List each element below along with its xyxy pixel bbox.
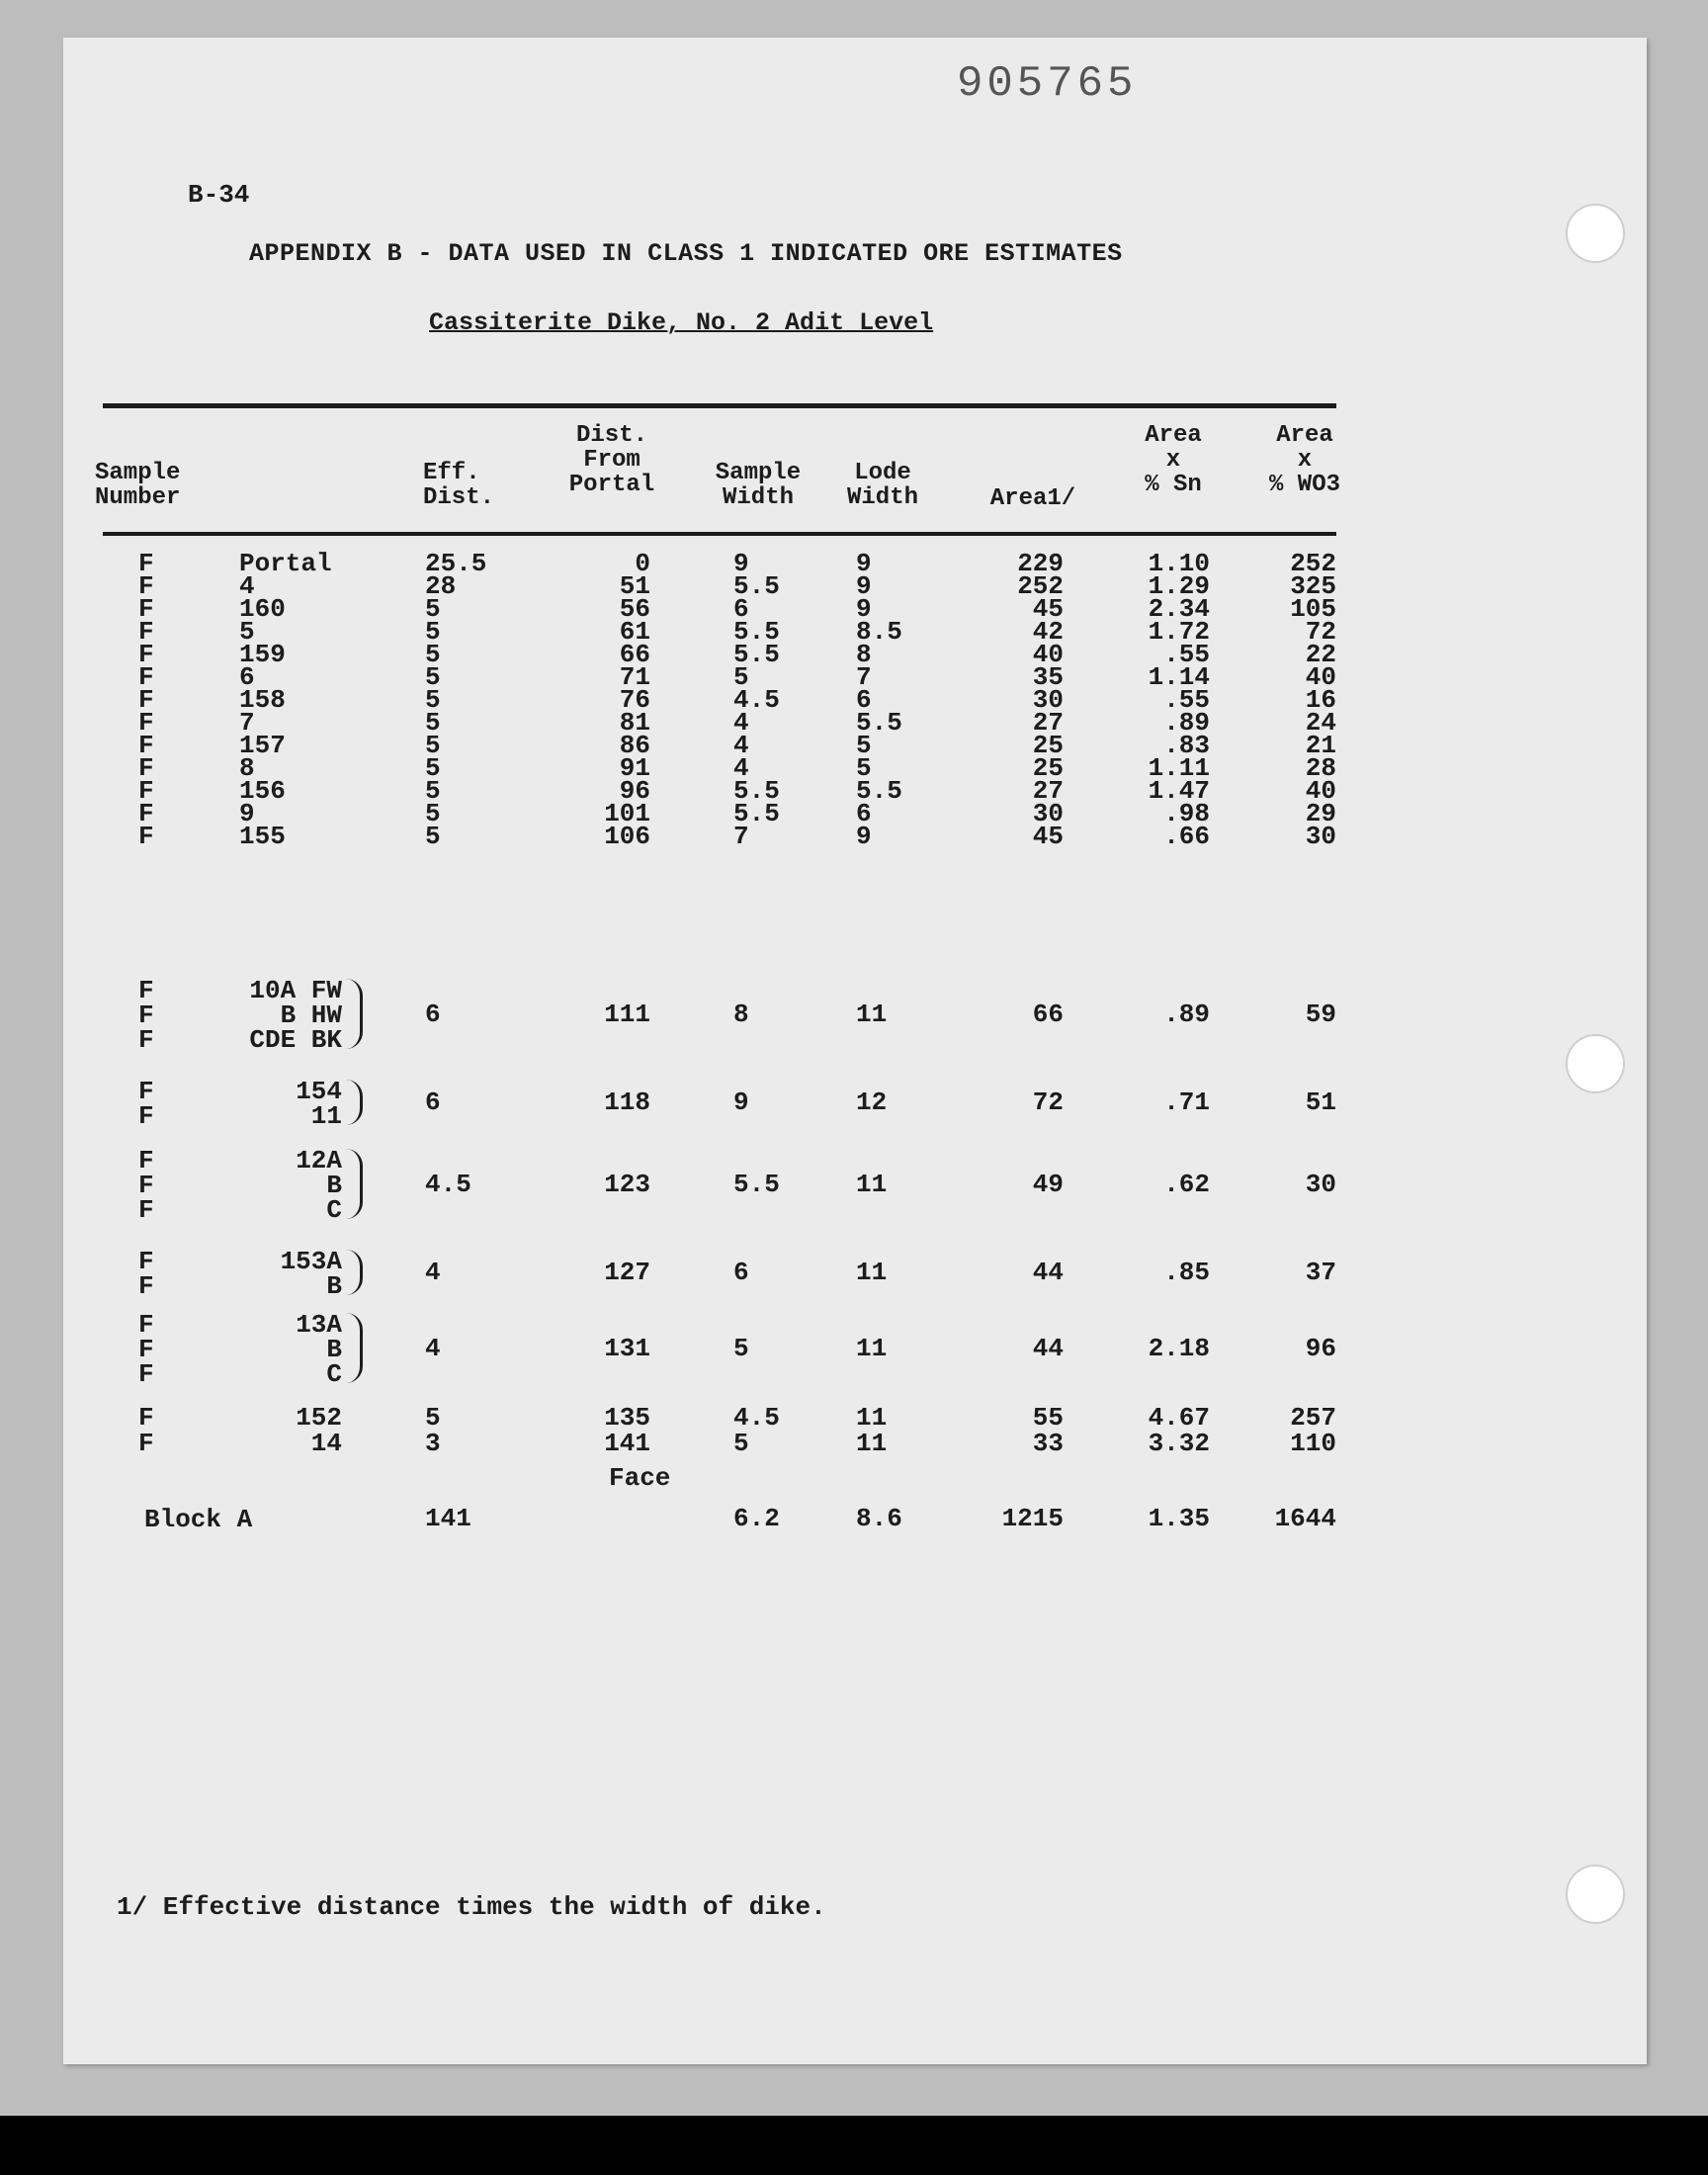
row-area-x-sn: 4.67 bbox=[1148, 1403, 1210, 1433]
group-area-x-sn: .71 bbox=[1163, 1088, 1210, 1117]
col-header-sample-width: Sample Width bbox=[715, 460, 802, 511]
row-area: 33 bbox=[1032, 1429, 1064, 1458]
row-area-x-sn: .83 bbox=[1163, 731, 1210, 760]
group-dist-from-portal: 131 bbox=[604, 1333, 650, 1363]
row-eff-dist: 5 bbox=[425, 753, 441, 783]
group-area-x-wo3: 96 bbox=[1305, 1333, 1336, 1363]
group-eff-dist: 4 bbox=[425, 1258, 441, 1287]
row-eff-dist: 5 bbox=[425, 822, 441, 851]
group-sample-type: F bbox=[138, 1077, 154, 1106]
group-sample-width: 6 bbox=[733, 1258, 749, 1287]
row-area-x-wo3: 105 bbox=[1290, 594, 1336, 624]
group-sample-width: 5 bbox=[733, 1333, 749, 1363]
group-sample-location: B HW bbox=[280, 1000, 342, 1030]
row-area-x-wo3: 28 bbox=[1305, 753, 1336, 783]
row-area: 252 bbox=[1017, 571, 1064, 601]
col-header-sample-number: Sample Number bbox=[95, 460, 181, 511]
group-sample-location: 10A FW bbox=[249, 976, 342, 1005]
row-area-x-sn: .66 bbox=[1163, 822, 1210, 851]
row-eff-dist: 5 bbox=[425, 640, 441, 669]
group-area-x-wo3: 51 bbox=[1305, 1088, 1336, 1117]
row-dist-from-portal: 86 bbox=[619, 731, 650, 760]
row-sample-location: 14 bbox=[310, 1429, 342, 1458]
row-area-x-wo3: 24 bbox=[1305, 708, 1336, 738]
col-header-area: Area1/ bbox=[989, 485, 1076, 512]
row-dist-from-portal: 141 bbox=[604, 1429, 650, 1458]
row-dist-from-portal: 91 bbox=[619, 753, 650, 783]
row-sample-location: 160 bbox=[239, 594, 286, 624]
row-eff-dist: 5 bbox=[425, 685, 441, 715]
row-eff-dist: 5 bbox=[425, 617, 441, 647]
row-area: 45 bbox=[1032, 594, 1064, 624]
row-sample-width: 4.5 bbox=[733, 1403, 780, 1433]
row-dist-from-portal: 101 bbox=[604, 799, 650, 828]
group-area-x-wo3: 59 bbox=[1305, 999, 1336, 1029]
row-eff-dist: 5 bbox=[425, 594, 441, 624]
document-stamp-number: 905765 bbox=[957, 59, 1138, 109]
page-title: APPENDIX B - DATA USED IN CLASS 1 INDICATED ORE ESTIMATES bbox=[249, 239, 1123, 268]
row-area-x-sn: .55 bbox=[1163, 640, 1210, 669]
row-sample-location: 157 bbox=[239, 731, 286, 760]
group-lode-width: 11 bbox=[856, 1169, 888, 1199]
row-lode-width: 11 bbox=[856, 1429, 888, 1458]
row-area: 27 bbox=[1032, 776, 1064, 806]
row-sample-width: 7 bbox=[733, 822, 749, 851]
row-area-x-sn: 1.47 bbox=[1148, 776, 1210, 806]
group-sample-location: 11 bbox=[310, 1101, 342, 1131]
row-sample-type: F bbox=[138, 685, 154, 715]
group-sample-type: F bbox=[138, 1247, 154, 1276]
row-dist-from-portal: 71 bbox=[619, 662, 650, 692]
row-sample-location: 4 bbox=[239, 571, 255, 601]
row-lode-width: 6 bbox=[856, 799, 872, 828]
row-area: 42 bbox=[1032, 617, 1064, 647]
row-sample-width: 5.5 bbox=[733, 799, 780, 828]
row-sample-location: 158 bbox=[239, 685, 286, 715]
row-sample-location: 8 bbox=[239, 753, 255, 783]
row-area-x-wo3: 325 bbox=[1290, 571, 1336, 601]
group-sample-location: 12A bbox=[296, 1146, 342, 1175]
row-sample-width: 5.5 bbox=[733, 640, 780, 669]
group-dist-from-portal: 123 bbox=[604, 1169, 650, 1199]
group-lode-width: 11 bbox=[856, 999, 888, 1029]
row-area: 30 bbox=[1032, 685, 1064, 715]
row-lode-width: 11 bbox=[856, 1403, 888, 1433]
row-sample-width: 4.5 bbox=[733, 685, 780, 715]
row-eff-dist: 3 bbox=[425, 1429, 441, 1458]
row-area-x-sn: 2.34 bbox=[1148, 594, 1210, 624]
group-eff-dist: 4.5 bbox=[425, 1169, 471, 1199]
group-sample-type: F bbox=[138, 1146, 154, 1175]
row-sample-type: F bbox=[138, 753, 154, 783]
punch-hole bbox=[1566, 204, 1625, 263]
row-sample-type: F bbox=[138, 571, 154, 601]
row-area-x-wo3: 16 bbox=[1305, 685, 1336, 715]
group-sample-type: F bbox=[138, 1000, 154, 1030]
row-area-x-wo3: 252 bbox=[1290, 549, 1336, 578]
row-dist-from-portal: 0 bbox=[635, 549, 650, 578]
row-area-x-sn: 1.10 bbox=[1148, 549, 1210, 578]
row-area: 40 bbox=[1032, 640, 1064, 669]
row-area: 35 bbox=[1032, 662, 1064, 692]
col-header-eff-dist: Eff. Dist. bbox=[423, 460, 495, 511]
total-lode-width: 8.6 bbox=[856, 1504, 902, 1533]
row-lode-width: 8 bbox=[856, 640, 872, 669]
row-sample-type: F bbox=[138, 708, 154, 738]
row-sample-location: 159 bbox=[239, 640, 286, 669]
row-eff-dist: 5 bbox=[425, 799, 441, 828]
row-sample-type: F bbox=[138, 640, 154, 669]
total-sample-width: 6.2 bbox=[733, 1504, 780, 1533]
row-dist-from-portal: 96 bbox=[619, 776, 650, 806]
row-area: 45 bbox=[1032, 822, 1064, 851]
group-sample-location: CDE BK bbox=[249, 1025, 342, 1055]
row-lode-width: 5.5 bbox=[856, 708, 902, 738]
group-sample-location: C bbox=[326, 1195, 342, 1225]
row-area-x-sn: 1.11 bbox=[1148, 753, 1210, 783]
group-area-x-sn: 2.18 bbox=[1148, 1333, 1210, 1363]
row-area-x-wo3: 72 bbox=[1305, 617, 1336, 647]
row-sample-width: 4 bbox=[733, 708, 749, 738]
group-area: 44 bbox=[1032, 1333, 1064, 1363]
group-sample-type: F bbox=[138, 1310, 154, 1340]
row-sample-location: 7 bbox=[239, 708, 255, 738]
row-dist-from-portal: 76 bbox=[619, 685, 650, 715]
group-lode-width: 11 bbox=[856, 1258, 888, 1287]
row-eff-dist: 5 bbox=[425, 776, 441, 806]
row-dist-from-portal: 61 bbox=[619, 617, 650, 647]
group-sample-width: 9 bbox=[733, 1088, 749, 1117]
total-area-x-wo3: 1644 bbox=[1274, 1504, 1336, 1533]
group-area-x-sn: .89 bbox=[1163, 999, 1210, 1029]
row-eff-dist: 5 bbox=[425, 731, 441, 760]
row-area-x-wo3: 40 bbox=[1305, 776, 1336, 806]
group-sample-location: 154 bbox=[296, 1077, 342, 1106]
group-lode-width: 11 bbox=[856, 1333, 888, 1363]
total-area-x-sn: 1.35 bbox=[1148, 1504, 1210, 1533]
row-area-x-wo3: 110 bbox=[1290, 1429, 1336, 1458]
group-eff-dist: 6 bbox=[425, 1088, 441, 1117]
col-header-area-x-wo3: Area x % WO3 bbox=[1268, 422, 1340, 498]
row-area-x-wo3: 22 bbox=[1305, 640, 1336, 669]
row-sample-type: F bbox=[138, 662, 154, 692]
row-dist-from-portal: 106 bbox=[604, 822, 650, 851]
row-area: 27 bbox=[1032, 708, 1064, 738]
row-area-x-wo3: 21 bbox=[1305, 731, 1336, 760]
row-dist-from-portal: 56 bbox=[619, 594, 650, 624]
group-sample-location: C bbox=[326, 1359, 342, 1389]
group-area: 49 bbox=[1032, 1169, 1064, 1199]
row-lode-width: 9 bbox=[856, 571, 872, 601]
group-sample-width: 5.5 bbox=[733, 1169, 780, 1199]
row-area: 229 bbox=[1017, 549, 1064, 578]
row-lode-width: 7 bbox=[856, 662, 872, 692]
row-sample-type: F bbox=[138, 776, 154, 806]
col-header-area-x-sn: Area x % Sn bbox=[1145, 422, 1202, 498]
row-sample-type: F bbox=[138, 1403, 154, 1433]
col-header-dist-from-portal: Dist. From Portal bbox=[568, 422, 655, 498]
row-sample-location: 152 bbox=[296, 1403, 342, 1433]
row-eff-dist: 5 bbox=[425, 1403, 441, 1433]
punch-hole bbox=[1566, 1865, 1625, 1924]
row-area: 55 bbox=[1032, 1403, 1064, 1433]
group-dist-from-portal: 127 bbox=[604, 1258, 650, 1287]
col-header-lode-width: Lode Width bbox=[846, 460, 918, 511]
row-eff-dist: 5 bbox=[425, 662, 441, 692]
group-area: 72 bbox=[1032, 1088, 1064, 1117]
page-number: B-34 bbox=[188, 180, 250, 210]
row-dist-from-portal: 81 bbox=[619, 708, 650, 738]
group-sample-type: F bbox=[138, 1171, 154, 1200]
group-sample-type: F bbox=[138, 1025, 154, 1055]
group-area: 44 bbox=[1032, 1258, 1064, 1287]
row-sample-width: 5.5 bbox=[733, 776, 780, 806]
group-sample-location: 13A bbox=[296, 1310, 342, 1340]
row-sample-width: 5 bbox=[733, 1429, 749, 1458]
group-dist-from-portal: 111 bbox=[604, 999, 650, 1029]
row-eff-dist: 5 bbox=[425, 708, 441, 738]
row-sample-width: 6 bbox=[733, 594, 749, 624]
footnote: 1/ Effective distance times the width of dike. bbox=[117, 1892, 826, 1922]
table-header-rule bbox=[103, 532, 1336, 536]
row-lode-width: 9 bbox=[856, 822, 872, 851]
row-dist-from-portal: 51 bbox=[619, 571, 650, 601]
group-sample-type: F bbox=[138, 1101, 154, 1131]
total-row-label: Block A bbox=[144, 1505, 253, 1534]
group-sample-width: 8 bbox=[733, 999, 749, 1029]
row-lode-width: 6 bbox=[856, 685, 872, 715]
scan-border bbox=[0, 2116, 1708, 2175]
row-lode-width: 8.5 bbox=[856, 617, 902, 647]
row-area: 25 bbox=[1032, 753, 1064, 783]
group-sample-type: F bbox=[138, 976, 154, 1005]
group-area-x-wo3: 30 bbox=[1305, 1169, 1336, 1199]
row-lode-width: 5 bbox=[856, 731, 872, 760]
row-dist-from-portal: 135 bbox=[604, 1403, 650, 1433]
group-area: 66 bbox=[1032, 999, 1064, 1029]
row-sample-type: F bbox=[138, 594, 154, 624]
row-eff-dist: 28 bbox=[425, 571, 457, 601]
group-dist-from-portal: 118 bbox=[604, 1088, 650, 1117]
punch-hole bbox=[1566, 1034, 1625, 1093]
group-area-x-wo3: 37 bbox=[1305, 1258, 1336, 1287]
row-area-x-wo3: 29 bbox=[1305, 799, 1336, 828]
row-area-x-sn: .89 bbox=[1163, 708, 1210, 738]
row-sample-width: 5.5 bbox=[733, 571, 780, 601]
row-area-x-wo3: 40 bbox=[1305, 662, 1336, 692]
group-sample-location: B bbox=[326, 1271, 342, 1301]
row-area-x-sn: 1.14 bbox=[1148, 662, 1210, 692]
total-eff-dist: 141 bbox=[425, 1504, 471, 1533]
row-sample-width: 5.5 bbox=[733, 617, 780, 647]
row-sample-width: 9 bbox=[733, 549, 749, 578]
group-sample-type: F bbox=[138, 1335, 154, 1364]
row-sample-location: 5 bbox=[239, 617, 255, 647]
row-lode-width: 9 bbox=[856, 594, 872, 624]
row-lode-width: 5.5 bbox=[856, 776, 902, 806]
row-sample-location: 156 bbox=[239, 776, 286, 806]
row-sample-type: F bbox=[138, 549, 154, 578]
row-area-x-sn: 1.72 bbox=[1148, 617, 1210, 647]
row-sample-width: 4 bbox=[733, 731, 749, 760]
group-brace bbox=[346, 979, 363, 1049]
row-lode-width: 5 bbox=[856, 753, 872, 783]
row-dist-from-portal: 66 bbox=[619, 640, 650, 669]
face-label: Face bbox=[609, 1463, 671, 1493]
row-sample-width: 5 bbox=[733, 662, 749, 692]
row-area-x-wo3: 257 bbox=[1290, 1403, 1336, 1433]
row-sample-location: Portal bbox=[239, 549, 332, 578]
row-sample-type: F bbox=[138, 731, 154, 760]
group-area-x-sn: .62 bbox=[1163, 1169, 1210, 1199]
row-sample-type: F bbox=[138, 822, 154, 851]
row-sample-type: F bbox=[138, 1429, 154, 1458]
row-area-x-sn: 1.29 bbox=[1148, 571, 1210, 601]
page-subtitle: Cassiterite Dike, No. 2 Adit Level bbox=[429, 308, 934, 337]
group-eff-dist: 6 bbox=[425, 999, 441, 1029]
group-sample-type: F bbox=[138, 1271, 154, 1301]
row-eff-dist: 25.5 bbox=[425, 549, 487, 578]
row-area-x-sn: 3.32 bbox=[1148, 1429, 1210, 1458]
total-area: 1215 bbox=[1001, 1504, 1064, 1533]
group-area-x-sn: .85 bbox=[1163, 1258, 1210, 1287]
row-sample-type: F bbox=[138, 617, 154, 647]
group-eff-dist: 4 bbox=[425, 1333, 441, 1363]
group-sample-type: F bbox=[138, 1359, 154, 1389]
row-lode-width: 9 bbox=[856, 549, 872, 578]
group-sample-location: B bbox=[326, 1171, 342, 1200]
row-sample-location: 155 bbox=[239, 822, 286, 851]
group-lode-width: 12 bbox=[856, 1088, 888, 1117]
row-area: 25 bbox=[1032, 731, 1064, 760]
row-area: 30 bbox=[1032, 799, 1064, 828]
row-area-x-wo3: 30 bbox=[1305, 822, 1336, 851]
group-sample-location: 153A bbox=[280, 1247, 342, 1276]
group-sample-location: B bbox=[326, 1335, 342, 1364]
row-sample-location: 9 bbox=[239, 799, 255, 828]
group-brace bbox=[346, 1313, 363, 1383]
table-top-rule bbox=[103, 403, 1336, 408]
row-sample-type: F bbox=[138, 799, 154, 828]
row-area-x-sn: .55 bbox=[1163, 685, 1210, 715]
row-sample-width: 4 bbox=[733, 753, 749, 783]
row-sample-location: 6 bbox=[239, 662, 255, 692]
group-sample-type: F bbox=[138, 1195, 154, 1225]
row-area-x-sn: .98 bbox=[1163, 799, 1210, 828]
group-brace bbox=[346, 1149, 363, 1219]
